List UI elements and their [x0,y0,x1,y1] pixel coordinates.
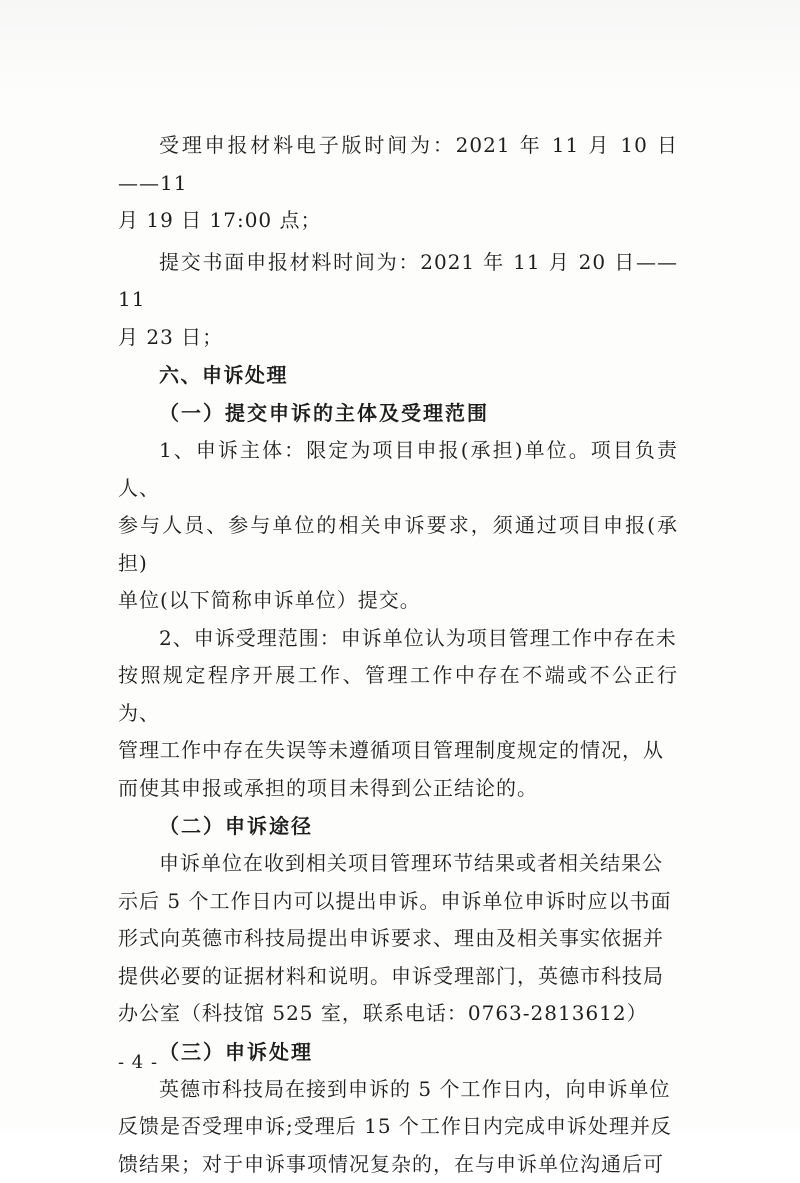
document-body [118,127,678,1183]
paragraph-line: 提交书面申报材料时间为：2021 年 11 月 20 日——11 [118,244,678,319]
subsection-heading: （二）申诉途径 [118,807,678,845]
paragraph-line: 管理工作中存在失误等未遵循项目管理制度规定的情况，从 [118,732,678,770]
paragraph-line: 受理申报材料电子版时间为：2021 年 11 月 10 日——11 [118,127,678,202]
paragraph-line: 1、申诉主体：限定为项目申报(承担)单位。项目负责人、 [118,432,678,507]
paragraph-line: 月 23 日； [118,319,678,357]
paragraph-line: 月 19 日 17:00 点； [118,202,678,240]
page-number: - 4 - [118,1052,158,1073]
subsection-heading: （一）提交申诉的主体及受理范围 [118,394,678,432]
paragraph-line: 参与人员、参与单位的相关申诉要求，须通过项目申报(承担) [118,507,678,582]
subsection-heading: （三）申诉处理 [118,1033,678,1071]
paragraph-line: 馈结果；对于申诉事项情况复杂的，在与申诉单位沟通后可 [118,1146,678,1183]
paragraph-line: 办公室（科技馆 525 室，联系电话：0763-2813612） [118,995,678,1033]
scan-shading [0,0,800,95]
paragraph-line: 反馈是否受理申诉;受理后 15 个工作日内完成申诉处理并反 [118,1108,678,1146]
paragraph-line: 单位(以下简称申诉单位）提交。 [118,582,678,620]
paragraph-line: 提供必要的证据材料和说明。申诉受理部门，英德市科技局 [118,958,678,996]
paragraph-line: 示后 5 个工作日内可以提出申诉。申诉单位申诉时应以书面 [118,883,678,921]
paragraph-line: 申诉单位在收到相关项目管理环节结果或者相关结果公 [118,845,678,883]
paragraph-line: 英德市科技局在接到申诉的 5 个工作日内，向申诉单位 [118,1071,678,1109]
paragraph-line: 形式向英德市科技局提出申诉要求、理由及相关事实依据并 [118,920,678,958]
paragraph-line: 而使其申报或承担的项目未得到公正结论的。 [118,770,678,808]
paragraph-line: 2、申诉受理范围：申诉单位认为项目管理工作中存在未 [118,620,678,658]
paragraph-line: 按照规定程序开展工作、管理工作中存在不端或不公正行为、 [118,657,678,732]
section-heading: 六、申诉处理 [118,356,678,394]
